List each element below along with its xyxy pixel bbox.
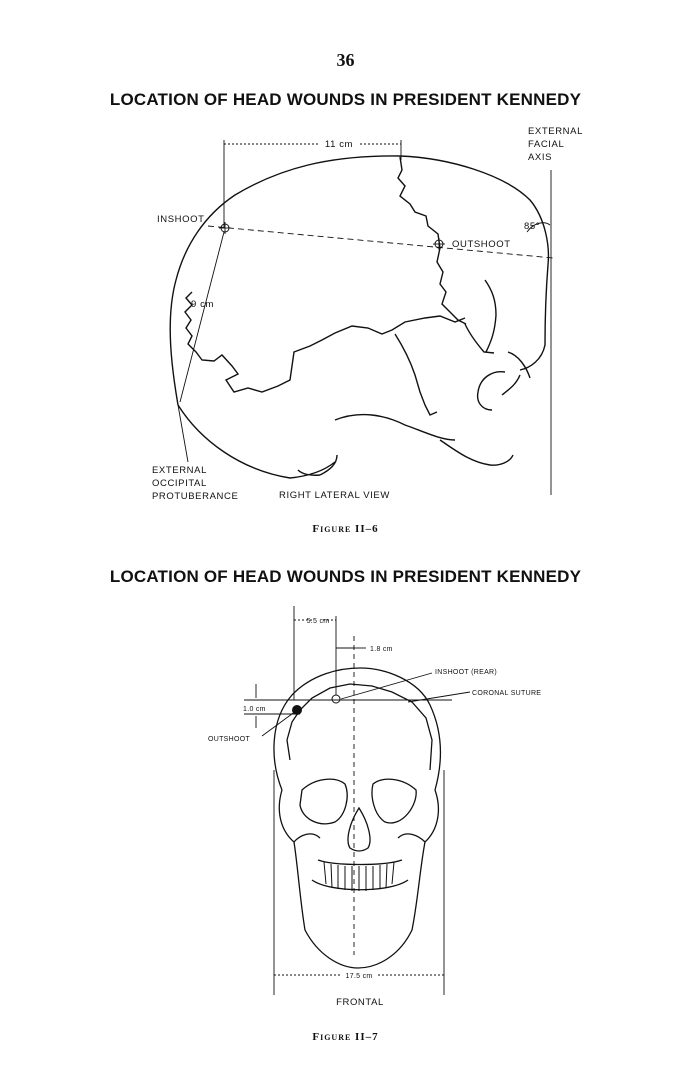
inshoot-label: INSHOOT	[157, 214, 205, 225]
height-measure-label: 9 cm	[191, 299, 214, 310]
view-label-frontal: FRONTAL	[336, 997, 384, 1008]
figure-ii-7-title: LOCATION OF HEAD WOUNDS IN PRESIDENT KENNEDY	[109, 567, 582, 586]
inshoot-rear-label: INSHOOT (REAR)	[435, 669, 498, 676]
angle-label: 85°	[524, 221, 541, 232]
outshoot-label: OUTSHOOT	[452, 239, 511, 250]
facial-axis-label-1: EXTERNAL	[528, 126, 583, 137]
measure-vertical-label: 1.0 cm	[243, 706, 266, 713]
width-measure-label: 11 cm	[324, 139, 354, 150]
figure-ii-6-title: LOCATION OF HEAD WOUNDS IN PRESIDENT KENNEDY	[109, 90, 582, 109]
coronal-suture-label: CORONAL SUTURE	[472, 690, 542, 697]
page-number: 36	[336, 50, 355, 70]
nasal-cavity	[348, 808, 370, 851]
outshoot-dot	[292, 705, 302, 715]
facial-axis-label-2: FACIAL	[528, 139, 565, 150]
occipital-label-1: EXTERNAL	[152, 465, 207, 476]
view-label-lateral: RIGHT LATERAL VIEW	[279, 490, 390, 501]
facial-axis-label-3: AXIS	[528, 152, 553, 163]
width-measure-frontal-label: 17.5 cm	[345, 973, 373, 980]
figure-ii-6-caption: Figure II–6	[312, 523, 379, 535]
skull-outline-lateral	[170, 156, 548, 405]
left-orbit	[300, 779, 347, 824]
right-orbit	[372, 779, 416, 823]
occipital-label-2: OCCIPITAL	[152, 478, 207, 489]
occipital-label-3: PROTUBERANCE	[152, 491, 239, 502]
outshoot-frontal-label: OUTSHOOT	[208, 736, 251, 743]
figure-ii-7-caption: Figure II–7	[312, 1031, 379, 1043]
measure-top-label: 5.5 cm	[306, 618, 330, 625]
measure-right-label: 1.8 cm	[370, 646, 393, 653]
